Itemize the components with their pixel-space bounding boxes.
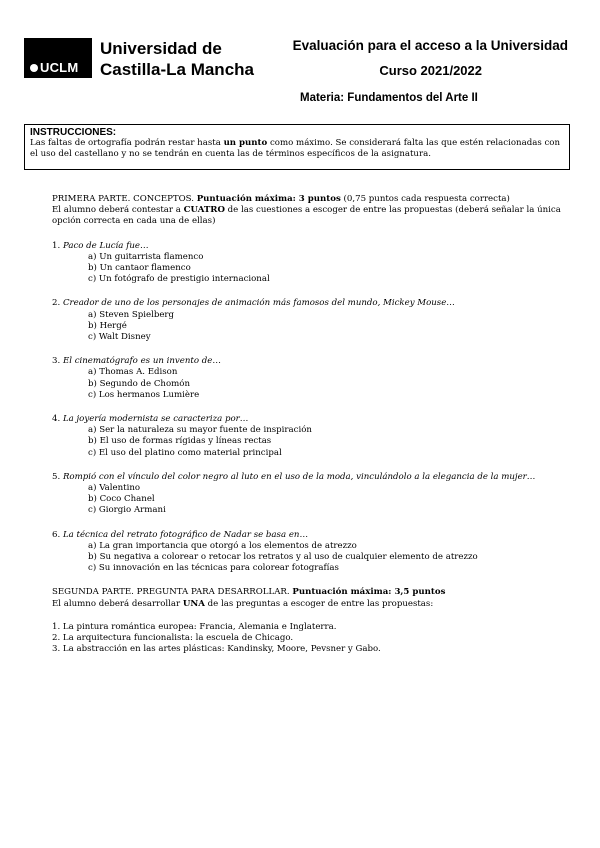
option: a) Valentino xyxy=(88,483,141,494)
question-3 xyxy=(52,356,572,401)
instructions-box xyxy=(24,124,570,170)
option: a) Ser la naturaleza su mayor fuente de inspiración xyxy=(88,425,312,436)
question-text xyxy=(52,472,572,483)
topic-list xyxy=(52,622,572,656)
option: a) La gran importancia que otorgó a los elementos de atrezzo xyxy=(88,540,357,551)
option: c) Giorgio Armani xyxy=(88,505,166,516)
question-number: 1. xyxy=(52,240,61,251)
part1-instruction xyxy=(52,205,572,227)
part1-instruction-bold: CUATRO xyxy=(183,205,225,216)
question-text xyxy=(52,356,572,367)
part2-instruction-part: El alumno deberá desarrollar xyxy=(52,598,183,609)
question-label: Rompió con el vínculo del color negro al luto en el uso de la moda, vinculándolo a la elegancia de la mujer… xyxy=(62,471,536,482)
exam-title: Evaluación para el acceso a la Universidad xyxy=(292,38,568,53)
part1-heading xyxy=(52,194,572,205)
part1-score-note: (0,75 puntos cada respuesta correcta) xyxy=(340,194,510,204)
exam-content xyxy=(52,194,572,656)
option: c) El uso del platino como material principal xyxy=(88,447,282,458)
option: b) Coco Chanel xyxy=(88,494,155,505)
part2-instruction-part: de las preguntas a escoger de entre las propuestas: xyxy=(204,598,434,609)
option: b) Su negativa a colorear o retocar los retratos y al uso de cualquier elemento de atrezzo xyxy=(88,552,478,563)
option: a) Steven Spielberg xyxy=(88,309,175,320)
option: b) El uso de formas rígidas y líneas rectas xyxy=(88,436,272,447)
exam-subject: Materia: Fundamentos del Arte II xyxy=(300,92,478,104)
topic-item: 1. La pintura romántica europea: Francia, Alemania e Inglaterra. xyxy=(52,621,337,632)
question-number: 2. xyxy=(52,298,61,309)
option: b) Un cantaor flamenco xyxy=(88,263,191,274)
question-number: 4. xyxy=(52,414,61,425)
question-6 xyxy=(52,530,572,575)
logo-text: UCLM xyxy=(40,60,79,75)
question-label: Creador de uno de los personajes de animación más famosos del mundo, Mickey Mouse… xyxy=(62,298,455,309)
university-line1: Universidad de xyxy=(100,39,222,58)
option: c) Un fotógrafo de prestigio internacional xyxy=(88,274,270,285)
option: b) Hergé xyxy=(88,320,127,331)
question-2 xyxy=(52,298,572,343)
part1-score: Puntuación máxima: 3 puntos xyxy=(196,194,341,204)
logo-block xyxy=(24,38,92,78)
question-text xyxy=(52,530,572,541)
option: c) Los hermanos Lumière xyxy=(88,389,200,400)
question-number: 5. xyxy=(52,471,61,482)
part2-score: Puntuación máxima: 3,5 puntos xyxy=(292,587,446,598)
question-number: 3. xyxy=(52,356,61,367)
question-1 xyxy=(52,241,572,286)
part2-title: SEGUNDA PARTE. PREGUNTA PARA DESARROLLAR. xyxy=(52,587,293,598)
question-text xyxy=(52,241,572,252)
question-label: Paco de Lucía fue… xyxy=(62,240,149,251)
question-4 xyxy=(52,414,572,459)
instructions-text-part: como máximo. Se considerará falta las que estén relacionadas con el uso del castellano y no se tendrán en cuenta las de términos específicos de la asignatura. xyxy=(30,138,560,159)
topic-item: 3. La abstracción en las artes plásticas: Kandinsky, Moore, Pevsner y Gabo. xyxy=(52,644,381,655)
instructions-text xyxy=(30,138,564,160)
uclm-logo xyxy=(30,60,78,75)
part2-instruction-bold: UNA xyxy=(182,598,205,609)
part1-title: PRIMERA PARTE. CONCEPTOS. xyxy=(52,194,197,204)
question-text xyxy=(52,298,572,309)
instructions-text-part: Las faltas de ortografía podrán restar hasta xyxy=(30,138,224,148)
question-text xyxy=(52,414,572,425)
instructions-heading: INSTRUCCIONES: xyxy=(30,127,117,138)
option: b) Segundo de Chomón xyxy=(88,378,190,389)
logo-dot-icon xyxy=(30,64,38,72)
option: a) Thomas A. Edison xyxy=(88,367,178,378)
exam-course: Curso 2021/2022 xyxy=(379,63,482,78)
part2-heading xyxy=(52,587,572,598)
instructions-text-bold: un punto xyxy=(223,138,268,148)
university-line2: Castilla-La Mancha xyxy=(100,60,254,79)
option: a) Un guitarrista flamenco xyxy=(88,251,204,262)
question-number: 6. xyxy=(52,529,61,540)
topic-item: 2. La arquitectura funcionalista: la escuela de Chicago. xyxy=(52,633,294,644)
part1-instruction-part: El alumno deberá contestar a xyxy=(52,205,184,216)
question-label: El cinematógrafo es un invento de… xyxy=(62,356,221,367)
question-5 xyxy=(52,472,572,517)
university-name xyxy=(100,38,254,80)
option: c) Walt Disney xyxy=(88,332,151,343)
part1-instruction-part: de las cuestiones a escoger de entre las propuestas (deberá señalar la única opción correcta en cada una de ellas) xyxy=(52,205,561,227)
part2-instruction xyxy=(52,599,572,610)
question-label: La joyería modernista se caracteriza por… xyxy=(62,414,249,425)
option: c) Su innovación en las técnicas para colorear fotografías xyxy=(88,563,339,574)
question-label: La técnica del retrato fotográfico de Nadar se basa en… xyxy=(62,529,309,540)
